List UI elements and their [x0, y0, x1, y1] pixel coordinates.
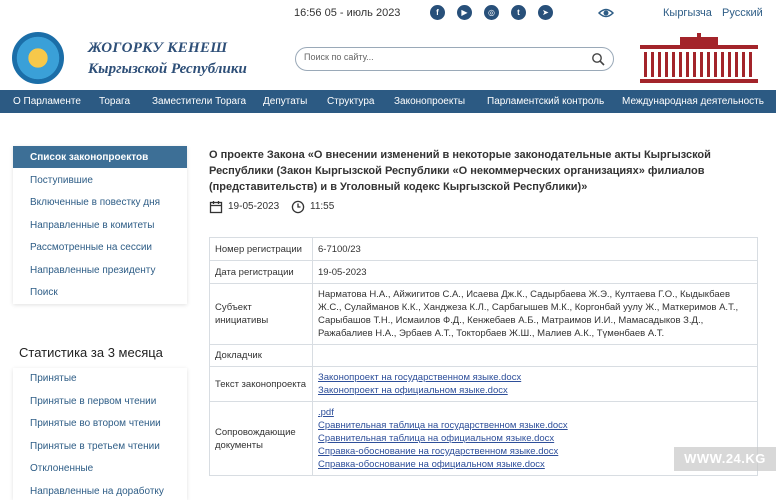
sidebar-item-received[interactable]: Поступившие: [30, 175, 93, 186]
bill-text-label: Текст законопроекта: [210, 367, 313, 402]
search-icon[interactable]: [591, 52, 605, 66]
table-row: [210, 261, 758, 284]
doc-comparison-official-link[interactable]: Сравнительная таблица на официальном языке.docx: [318, 433, 555, 444]
speaker-value: [313, 345, 758, 367]
nav-about-parliament[interactable]: О Парламенте: [13, 96, 81, 107]
doc-justification-official-link[interactable]: Справка-обоснование на официальном языке.docx: [318, 459, 545, 470]
facebook-icon[interactable]: f: [430, 5, 445, 20]
watermark: WWW.24.KG: [674, 447, 776, 471]
bill-title: О проекте Закона «О внесении изменений в некоторые законодательные акты Кыргызской Республики (Закон Кыргызской Республики «О некоммерческих организациях» филиалов (представительств) и в Уголовный кодекс Кыргызской Республики)»: [209, 149, 711, 193]
nav-deputies[interactable]: Депутаты: [263, 96, 308, 107]
reg-number-value: 6-7100/23: [313, 238, 758, 261]
table-row: [210, 284, 758, 345]
sidebar-item-search[interactable]: Поиск: [30, 287, 58, 298]
bill-time: 11:55: [310, 201, 335, 212]
current-datetime: 16:56 05 - июль 2023: [294, 7, 401, 19]
reg-date-label: Дата регистрации: [210, 261, 313, 284]
instagram-icon[interactable]: ◎: [484, 5, 499, 20]
stats-item-first-reading[interactable]: Принятые в первом чтении: [30, 396, 157, 407]
sidebar-item-session[interactable]: Рассмотренные на сессии: [30, 242, 152, 253]
docs-label: Сопровождающие документы: [210, 402, 313, 476]
sidebar-item-president[interactable]: Направленные президенту: [30, 265, 156, 276]
table-row: [210, 345, 758, 367]
table-row: [210, 238, 758, 261]
bill-info-table: [209, 237, 758, 476]
search-box[interactable]: [295, 47, 614, 71]
nav-toraga[interactable]: Торага: [99, 96, 131, 107]
stats-sidebar: [13, 368, 187, 500]
sidebar-item-agenda[interactable]: Включенные в повестку дня: [30, 197, 161, 208]
table-row: [210, 367, 758, 402]
lang-kyrgyz-link[interactable]: Кыргызча: [663, 7, 712, 19]
top-bar: [0, 0, 776, 28]
nav-international[interactable]: Международная деятельность: [622, 96, 764, 107]
doc-pdf-link[interactable]: .pdf: [318, 407, 334, 418]
nav-parliamentary-control[interactable]: Парламентский контроль: [487, 96, 605, 107]
reg-number-label: Номер регистрации: [210, 238, 313, 261]
speaker-label: Докладчик: [210, 345, 313, 367]
stats-item-adopted[interactable]: Принятые: [30, 373, 77, 384]
eye-icon[interactable]: [598, 6, 614, 20]
twitter-icon[interactable]: t: [511, 5, 526, 20]
doc-comparison-state-link[interactable]: Сравнительная таблица на государственном языке.docx: [318, 420, 568, 431]
main-nav: [0, 90, 776, 113]
clock-icon: [291, 200, 305, 214]
header: [0, 28, 776, 90]
bill-date: 19-05-2023: [228, 201, 280, 212]
stats-title: Статистика за 3 месяца: [19, 345, 163, 360]
sidebar-item-committees[interactable]: Направленные в комитеты: [30, 220, 155, 231]
logo-subtitle[interactable]: Кыргызской Республики: [88, 61, 247, 77]
calendar-icon: [209, 200, 223, 214]
emblem-logo[interactable]: [12, 32, 64, 84]
reg-date-value: 19-05-2023: [313, 261, 758, 284]
stats-item-rejected[interactable]: Отклоненные: [30, 463, 94, 474]
doc-justification-state-link[interactable]: Справка-обоснование на государственном языке.docx: [318, 446, 559, 457]
nav-structure[interactable]: Структура: [327, 96, 375, 107]
youtube-icon[interactable]: ▶: [457, 5, 472, 20]
stats-item-revision[interactable]: Направленные на доработку: [30, 486, 164, 497]
sidebar-item-bills-list[interactable]: Список законопроектов: [30, 152, 149, 163]
bill-text-links: [313, 367, 758, 402]
subject-label: Субъект инициативы: [210, 284, 313, 345]
bill-text-state-lang-link[interactable]: Законопроект на государственном языке.docx: [318, 372, 522, 383]
bills-sidebar: [13, 146, 187, 304]
stats-item-second-reading[interactable]: Принятые во втором чтении: [30, 418, 161, 429]
lang-russian-link[interactable]: Русский: [722, 7, 763, 19]
stats-item-third-reading[interactable]: Принятые в третьем чтении: [30, 441, 160, 452]
bill-text-official-lang-link[interactable]: Законопроект на официальном языке.docx: [318, 385, 508, 396]
search-input[interactable]: [304, 52, 584, 62]
nav-deputy-toraga[interactable]: Заместители Торага: [152, 96, 247, 107]
subject-value: Нарматова Н.А., Айжигитов С.А., Исаева Дж.К., Садырбаева Ж.Э., Култаева Г.О., Кыдыкбаев Ж.С., Сулайманов К.К., Ханджеза К.Л., Сарбагышев М.К., Коргонбай уулу Ж., Маткеримов А.Т., Сарыбашов Т.Н., Исмаилов Ф.Д., Кенжебаев А.Б., Матраимов И.И., Мамасадыков З.Д., Ражабалиев Н.А., Эрбаев А.Т., Токторбаев Ж.Ш., Малиев А.К., Түмөнбаев А.Т.: [313, 284, 758, 345]
logo-title[interactable]: ЖОГОРКУ КЕНЕШ: [88, 40, 228, 56]
telegram-icon[interactable]: ➤: [538, 5, 553, 20]
parliament-building-icon: [640, 33, 758, 83]
nav-bills[interactable]: Законопроекты: [394, 96, 466, 107]
